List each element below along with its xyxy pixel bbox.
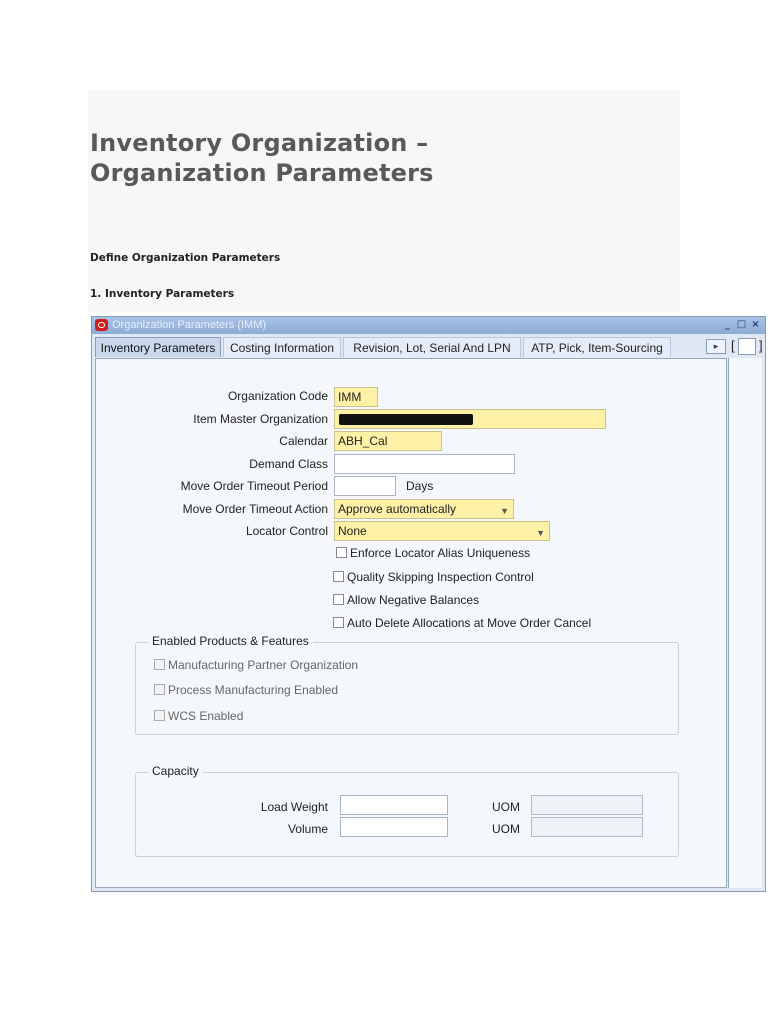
auto-delete-allocations-checkbox[interactable] xyxy=(333,615,591,631)
document-band xyxy=(88,90,680,312)
checkbox-label: WCS Enabled xyxy=(168,709,244,723)
chevron-down-icon: ▼ xyxy=(536,528,545,538)
days-unit-label: Days xyxy=(406,479,434,493)
document-subheading: 1. Inventory Parameters xyxy=(90,288,235,300)
chevron-down-icon: ▼ xyxy=(500,506,509,516)
move-order-timeout-period-field[interactable] xyxy=(334,476,396,496)
redacted-value xyxy=(339,414,473,425)
quality-skipping-checkbox[interactable] xyxy=(333,569,534,585)
demand-class-field[interactable] xyxy=(334,454,515,474)
checkbox-icon[interactable] xyxy=(336,547,347,558)
checkbox-label: Enforce Locator Alias Uniqueness xyxy=(350,546,531,560)
calendar-field[interactable]: ABH_Cal xyxy=(334,431,442,451)
wcs-enabled-checkbox[interactable] xyxy=(154,708,243,724)
move-order-timeout-action-dropdown[interactable] xyxy=(334,499,514,519)
checkbox-icon[interactable] xyxy=(333,571,344,582)
checkbox-icon[interactable] xyxy=(333,617,344,628)
tab-bracket-close: ] xyxy=(759,338,763,353)
enabled-products-group xyxy=(135,634,679,735)
checkbox-icon[interactable] xyxy=(154,684,165,695)
capacity-title: Capacity xyxy=(148,764,203,778)
calendar-label: Calendar xyxy=(279,434,328,448)
load-weight-uom-label: UOM xyxy=(492,800,520,814)
tab-costing-information[interactable]: Costing Information xyxy=(223,337,341,357)
tab-list-box[interactable] xyxy=(738,338,756,355)
capacity-group xyxy=(135,764,679,857)
enabled-products-title: Enabled Products & Features xyxy=(148,634,313,648)
tab-bar xyxy=(92,336,765,358)
organization-parameters-window xyxy=(91,316,766,892)
document-title-line1: Inventory Organization – xyxy=(90,129,429,157)
volume-field[interactable] xyxy=(340,817,448,837)
organization-code-field[interactable]: IMM xyxy=(334,387,378,407)
checkbox-label: Quality Skipping Inspection Control xyxy=(347,570,534,584)
document-heading: Define Organization Parameters xyxy=(90,252,281,264)
load-weight-label: Load Weight xyxy=(260,800,328,814)
move-order-timeout-action-label: Move Order Timeout Action xyxy=(182,502,328,516)
close-icon[interactable]: × xyxy=(751,319,760,330)
demand-class-label: Demand Class xyxy=(249,457,328,471)
checkbox-label: Process Manufacturing Enabled xyxy=(168,683,339,697)
oracle-icon xyxy=(95,319,108,331)
allow-negative-balances-checkbox[interactable] xyxy=(333,592,479,608)
tab-revision-lot-serial-lpn[interactable]: Revision, Lot, Serial And LPN xyxy=(343,337,521,357)
locator-control-value: None xyxy=(338,524,367,538)
window-title: Organization Parameters (IMM) xyxy=(112,319,267,331)
inventory-parameters-panel xyxy=(95,358,727,888)
window-titlebar[interactable] xyxy=(92,317,765,334)
process-manufacturing-checkbox[interactable] xyxy=(154,682,338,698)
load-weight-field[interactable] xyxy=(340,795,448,815)
minimize-icon[interactable]: _ xyxy=(725,319,730,330)
tab-atp-pick-item-sourcing[interactable]: ATP, Pick, Item-Sourcing xyxy=(523,337,671,357)
item-master-organization-field[interactable] xyxy=(334,409,606,429)
enforce-locator-alias-checkbox[interactable] xyxy=(336,545,530,561)
vertical-scrollbar[interactable] xyxy=(728,358,762,888)
checkbox-icon[interactable] xyxy=(333,594,344,605)
checkbox-label: Manufacturing Partner Organization xyxy=(168,658,359,672)
manufacturing-partner-checkbox[interactable] xyxy=(154,657,358,673)
volume-uom-label: UOM xyxy=(492,822,520,836)
move-order-timeout-period-label: Move Order Timeout Period xyxy=(180,479,328,493)
volume-uom-field[interactable] xyxy=(531,817,643,837)
item-master-organization-label: Item Master Organization xyxy=(193,412,328,426)
document-title xyxy=(90,128,434,188)
checkbox-label: Allow Negative Balances xyxy=(347,593,480,607)
load-weight-uom-field[interactable] xyxy=(531,795,643,815)
tab-bracket-open: [ xyxy=(731,338,735,353)
volume-label: Volume xyxy=(287,822,328,836)
maximize-icon[interactable]: □ xyxy=(736,319,747,330)
tab-inventory-parameters[interactable]: Inventory Parameters xyxy=(95,337,221,357)
checkbox-icon[interactable] xyxy=(154,659,165,670)
move-order-timeout-action-value: Approve automatically xyxy=(338,502,457,516)
checkbox-label: Auto Delete Allocations at Move Order Cancel xyxy=(347,616,592,630)
organization-code-label: Organization Code xyxy=(227,389,328,403)
locator-control-dropdown[interactable] xyxy=(334,521,550,541)
tab-scroll-right-icon[interactable]: ▸ xyxy=(706,339,726,354)
document-title-line2: Organization Parameters xyxy=(90,159,434,187)
checkbox-icon[interactable] xyxy=(154,710,165,721)
locator-control-label: Locator Control xyxy=(245,524,328,538)
